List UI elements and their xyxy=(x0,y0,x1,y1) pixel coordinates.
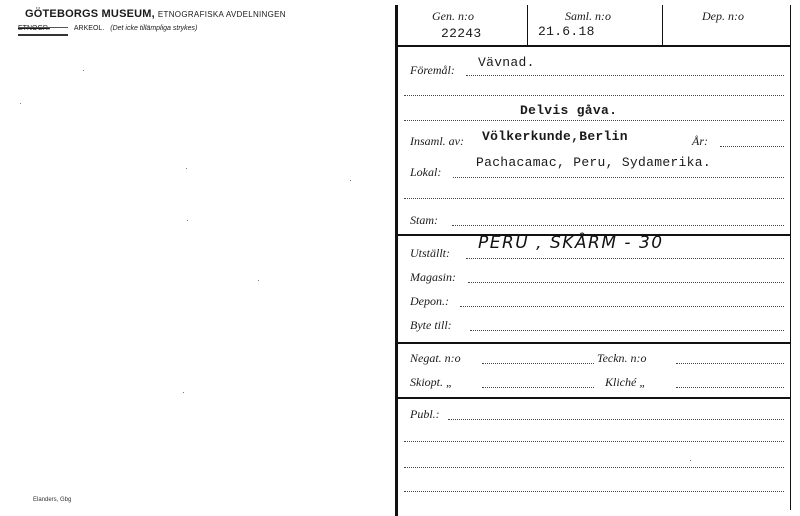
publ-line xyxy=(448,419,784,420)
insaml-label: Insaml. av: xyxy=(410,134,464,148)
department-name: ETNOGRAFISKA AVDELNINGEN xyxy=(157,10,286,19)
dep-label: Dep. n:o xyxy=(702,9,744,23)
negat-line xyxy=(482,363,594,364)
foremal-value: Vävnad. xyxy=(478,55,535,70)
header-rule xyxy=(397,45,791,47)
utstallt-label: Utställt: xyxy=(410,246,451,260)
magasin-line xyxy=(468,282,784,283)
speck xyxy=(690,460,691,461)
teckn-line xyxy=(676,363,784,364)
stam-label: Stam: xyxy=(410,213,438,227)
ar-line xyxy=(720,146,784,147)
byte-label: Byte till: xyxy=(410,318,452,332)
speck xyxy=(258,280,259,281)
utstallt-value: PERU , SKÅRM - 30 xyxy=(478,233,664,253)
arkeol-label: ARKEOL. xyxy=(73,25,105,32)
delvis-line xyxy=(404,120,784,121)
negat-label: Negat. n:o xyxy=(410,351,461,365)
byte-line xyxy=(470,330,784,331)
printer-mark: Elanders, Gbg xyxy=(33,497,72,503)
skiopt-line xyxy=(482,387,594,388)
strike-scribble xyxy=(18,27,68,36)
foremal-line-2 xyxy=(404,95,784,96)
foremal-line xyxy=(466,75,784,76)
section-rule-3 xyxy=(397,397,791,399)
depon-label: Depon.: xyxy=(410,294,449,308)
strike-note: (Det icke tillämpliga strykes) xyxy=(110,25,198,32)
speck xyxy=(350,180,351,181)
teckn-label: Teckn. n:o xyxy=(597,351,647,365)
museum-name: GÖTEBORGS MUSEUM, xyxy=(25,8,155,20)
publ-line-4 xyxy=(404,491,784,492)
saml-label: Saml. n:o xyxy=(565,9,611,23)
card-right-border xyxy=(790,5,791,510)
lokal-value: Pachacamac, Peru, Sydamerika. xyxy=(476,155,711,170)
utstallt-line xyxy=(466,258,784,259)
lokal-line-2 xyxy=(404,198,784,199)
speck xyxy=(186,168,187,169)
stam-line xyxy=(452,225,784,226)
ar-label: År: xyxy=(692,134,708,148)
sub-header xyxy=(18,25,197,32)
card-left-border xyxy=(395,5,398,516)
skiopt-label: Skiopt. „ xyxy=(410,375,453,389)
delvis-gava: Delvis gåva. xyxy=(520,103,618,118)
publ-line-2 xyxy=(404,441,784,442)
saml-value: 21.6.18 xyxy=(538,24,595,39)
insaml-value: Völkerkunde,Berlin xyxy=(482,129,628,144)
gen-label: Gen. n:o xyxy=(432,9,474,23)
lokal-label: Lokal: xyxy=(410,165,442,179)
speck xyxy=(20,103,21,104)
gen-saml-divider xyxy=(527,5,528,45)
publ-line-3 xyxy=(404,467,784,468)
museum-header xyxy=(25,8,286,20)
publ-label: Publ.: xyxy=(410,407,440,421)
kliche-line xyxy=(676,387,784,388)
speck xyxy=(187,220,188,221)
etnogr-label: ETNOGR. xyxy=(18,25,50,32)
lokal-line xyxy=(453,177,784,178)
saml-dep-divider xyxy=(662,5,663,45)
speck xyxy=(183,392,184,393)
etnogr-struck xyxy=(18,25,58,32)
magasin-label: Magasin: xyxy=(410,270,456,284)
foremal-label: Föremål: xyxy=(410,63,455,77)
depon-line xyxy=(460,306,784,307)
gen-value: 22243 xyxy=(441,26,482,41)
speck xyxy=(83,70,84,71)
kliche-label: Kliché „ xyxy=(605,375,646,389)
section-rule-2 xyxy=(397,342,791,344)
